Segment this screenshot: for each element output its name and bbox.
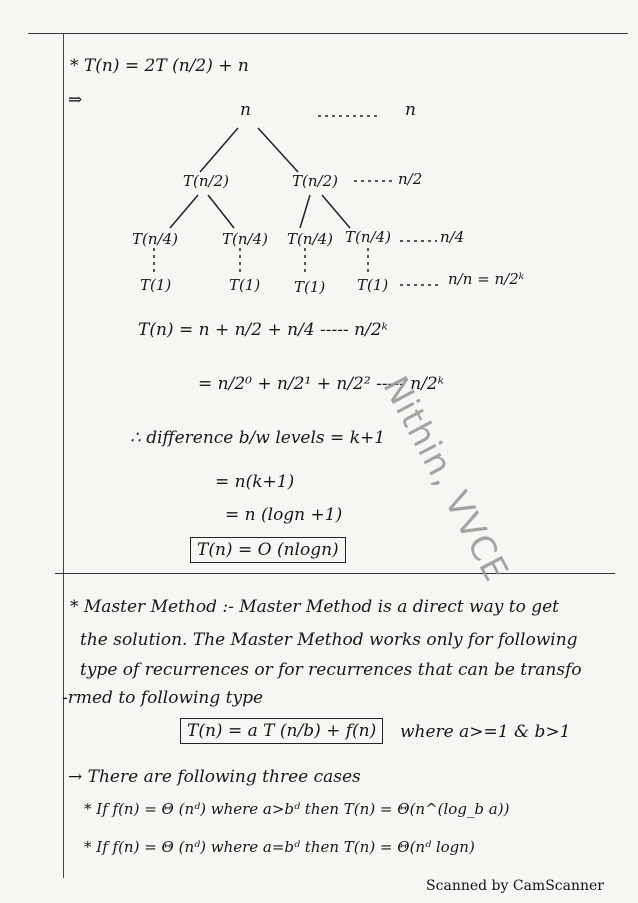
sum-line-4: = n(k+1) (215, 472, 295, 492)
root-level-cost: n (405, 100, 416, 120)
recurrence-heading: * T(n) = 2T (n/2) + n (70, 56, 249, 76)
levels-line: ∴ difference b/w levels = k+1 (130, 428, 386, 448)
boxed-result: T(n) = O (nlogn) (190, 537, 346, 563)
tree-node: T(n/4) (222, 230, 268, 248)
scanner-footer: Scanned by CamScanner (426, 878, 604, 894)
sum-line-5: = n (logn +1) (225, 505, 343, 525)
tree-leaf: T(1) (357, 276, 389, 294)
tree-leaf: T(1) (294, 278, 326, 296)
leaf-level-cost: n/n = n/2ᵏ (448, 270, 525, 288)
tree-root: n (240, 100, 251, 120)
level1-cost: n/2 (398, 170, 423, 188)
section-divider (55, 573, 615, 574)
tree-node: T(n/4) (287, 230, 333, 248)
tree-node-right: T(n/2) (292, 172, 338, 190)
master-line-2: the solution. The Master Method works only for following (80, 630, 578, 650)
cases-intro: → There are following three cases (68, 767, 361, 787)
tree-node-left: T(n/2) (183, 172, 229, 190)
sum-line-2: = n/2⁰ + n/2¹ + n/2² ----- n/2ᵏ (198, 374, 444, 394)
implies-arrow: ⇒ (68, 90, 83, 110)
tree-leaf: T(1) (140, 276, 172, 294)
watermark-text: Nithin, VVCE (374, 370, 517, 589)
tree-node: T(n/4) (345, 228, 391, 246)
case-1: * If f(n) = Θ (nᵈ) where a>bᵈ then T(n) = Θ(n^(log_b a)) (84, 800, 510, 818)
level2-cost: n/4 (440, 228, 465, 246)
sum-line-1: T(n) = n + n/2 + n/4 ----- n/2ᵏ (138, 320, 388, 340)
master-line-3: type of recurrences or for recurrences that can be transfo (80, 660, 582, 680)
master-formula-box: T(n) = a T (n/b) + f(n) (180, 718, 383, 744)
master-line-4: -rmed to following type (62, 688, 264, 708)
master-condition: where a>=1 & b>1 (400, 722, 571, 742)
master-line-1: * Master Method :- Master Method is a direct way to get (70, 597, 559, 617)
case-2: * If f(n) = Θ (nᵈ) where a=bᵈ then T(n) = Θ(nᵈ logn) (84, 838, 475, 856)
tree-leaf: T(1) (229, 276, 261, 294)
tree-node: T(n/4) (132, 230, 178, 248)
